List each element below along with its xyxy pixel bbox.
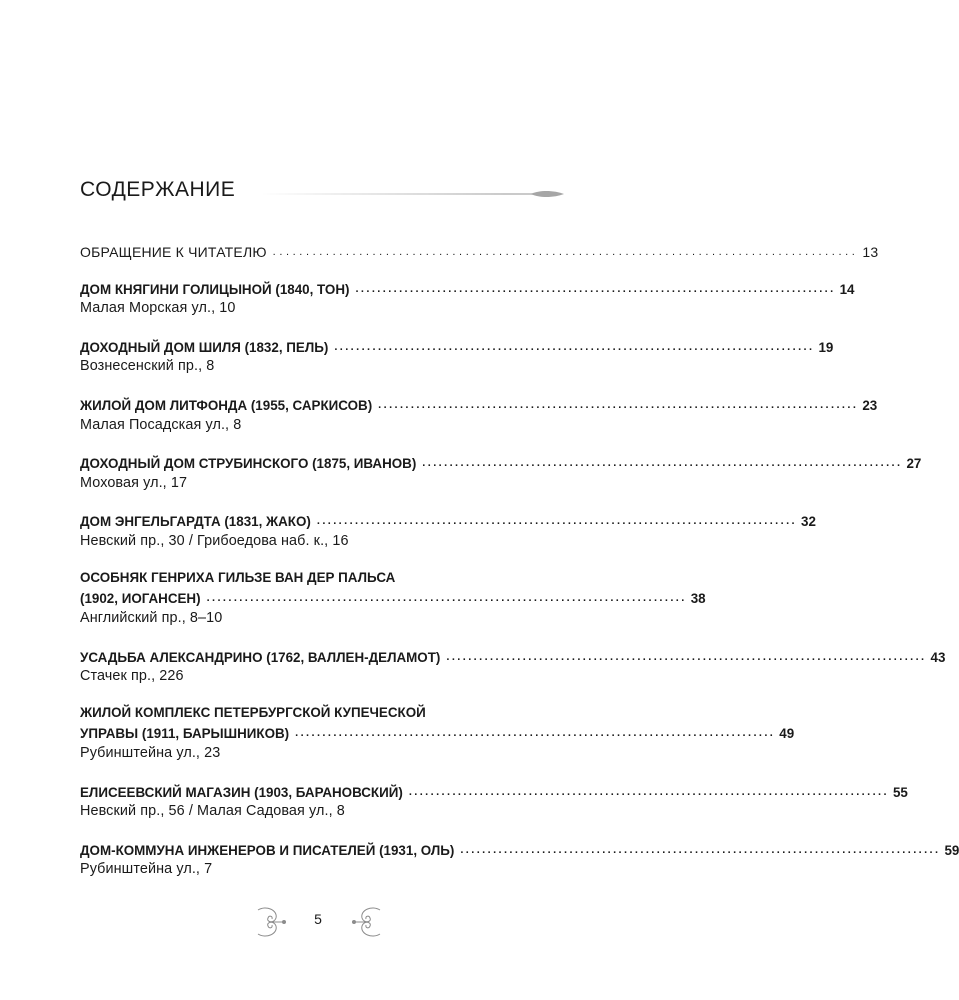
toc-page-number: 55 xyxy=(892,785,908,800)
toc-entry[interactable] xyxy=(80,721,795,741)
toc-entry[interactable] xyxy=(80,586,706,606)
title-rule-ornament xyxy=(259,179,565,209)
toc-entry-preface[interactable] xyxy=(80,240,879,260)
toc-entry-title: ДОМ-КОММУНА ИНЖЕНЕРОВ И ПИСАТЕЛЕЙ (1931, ОЛЬ) xyxy=(80,843,455,858)
toc-entry[interactable] xyxy=(80,451,922,471)
toc-entry-address: Малая Морская ул., 10 xyxy=(80,300,236,316)
right-flourish-icon xyxy=(350,902,382,942)
toc-entry-title: ДОМ КНЯГИНИ ГОЛИЦЫНОЙ (1840, ТОН) xyxy=(80,282,350,297)
toc-dot-leader: ........................................................................................ xyxy=(206,592,687,604)
page-title: СОДЕРЖАНИЕ xyxy=(80,178,236,201)
toc-entry-title-line: ЖИЛОЙ КОМПЛЕКС ПЕТЕРБУРГСКОЙ КУПЕЧЕСКОЙ xyxy=(80,705,426,720)
toc-entry[interactable] xyxy=(80,335,834,355)
toc-entry-address: Вознесенский пр., 8 xyxy=(80,358,215,374)
toc-dot-leader: ........................................................................................ xyxy=(378,399,859,411)
toc-entry-address: Рубинштейна ул., 7 xyxy=(80,861,213,877)
toc-dot-leader: ........................................................................................ xyxy=(355,283,836,295)
toc-entry-address: Невский пр., 56 / Малая Садовая ул., 8 xyxy=(80,803,345,819)
toc-entry-title: ДОМ ЭНГЕЛЬГАРДТА (1831, ЖАКО) xyxy=(80,514,311,529)
toc-dot-leader: ........................................................................................ xyxy=(422,457,903,469)
toc-page-number: 38 xyxy=(690,591,706,606)
toc-page-number: 23 xyxy=(862,398,878,413)
toc-dot-leader: ........................................................................................ xyxy=(460,844,941,856)
toc-page-number: 59 xyxy=(944,843,959,858)
toc-page-number: 43 xyxy=(930,650,946,665)
toc-entry-title: ОБРАЩЕНИЕ К ЧИТАТЕЛЮ xyxy=(80,244,267,260)
toc-page-number: 19 xyxy=(818,340,834,355)
toc-entry-address: Стачек пр., 226 xyxy=(80,668,184,684)
toc-entry-title: ДОХОДНЫЙ ДОМ СТРУБИНСКОГО (1875, ИВАНОВ) xyxy=(80,456,417,471)
toc-entry-address: Английский пр., 8–10 xyxy=(80,610,223,626)
toc-dot-leader: ........................................................................................ xyxy=(272,246,859,258)
toc-entry-address: Моховая ул., 17 xyxy=(80,475,188,491)
toc-entry-address: Рубинштейна ул., 23 xyxy=(80,745,221,761)
toc-entry-title: ДОХОДНЫЙ ДОМ ШИЛЯ (1832, ПЕЛЬ) xyxy=(80,340,329,355)
toc-dot-leader: ........................................................................................ xyxy=(334,341,815,353)
toc-dot-leader: ........................................................................................ xyxy=(295,727,776,739)
toc-entry-address: Невский пр., 30 / Грибоедова наб. к., 16 xyxy=(80,533,349,549)
toc-dot-leader: ........................................................................................ xyxy=(446,651,927,663)
toc-entry[interactable] xyxy=(80,509,816,529)
toc-entry-title: ЖИЛОЙ ДОМ ЛИТФОНДА (1955, САРКИСОВ) xyxy=(80,398,373,413)
toc-page-number: 14 xyxy=(839,282,855,297)
toc-entry[interactable] xyxy=(80,780,908,800)
toc-entry[interactable] xyxy=(80,838,959,858)
toc-entry-title: (1902, ИОГАНСЕН) xyxy=(80,591,201,606)
toc-entry-title: ЕЛИСЕЕВСКИЙ МАГАЗИН (1903, БАРАНОВСКИЙ) xyxy=(80,785,403,800)
left-flourish-icon xyxy=(256,902,288,942)
toc-page-number: 27 xyxy=(906,456,922,471)
toc-page-number: 32 xyxy=(801,514,816,529)
toc-dot-leader: ........................................................................................ xyxy=(408,786,889,798)
toc-page-number: 49 xyxy=(779,726,795,741)
page-number: 5 xyxy=(314,911,322,927)
toc-page-number: 13 xyxy=(862,244,879,260)
toc-entry-title: УПРАВЫ (1911, БАРЫШНИКОВ) xyxy=(80,726,290,741)
toc-entry-address: Малая Посадская ул., 8 xyxy=(80,417,242,433)
page-footer xyxy=(0,900,668,950)
toc-entry[interactable] xyxy=(80,393,878,413)
toc-dot-leader: ........................................................................................ xyxy=(316,515,798,527)
toc-entry[interactable] xyxy=(80,645,946,665)
toc-entry[interactable] xyxy=(80,277,855,297)
toc-entry-title: УСАДЬБА АЛЕКСАНДРИНО (1762, ВАЛЛЕН-ДЕЛАМОТ) xyxy=(80,650,441,665)
toc-entry-title-line: ОСОБНЯК ГЕНРИХА ГИЛЬЗЕ ВАН ДЕР ПАЛЬСА xyxy=(80,570,396,585)
heading-row xyxy=(80,178,560,208)
